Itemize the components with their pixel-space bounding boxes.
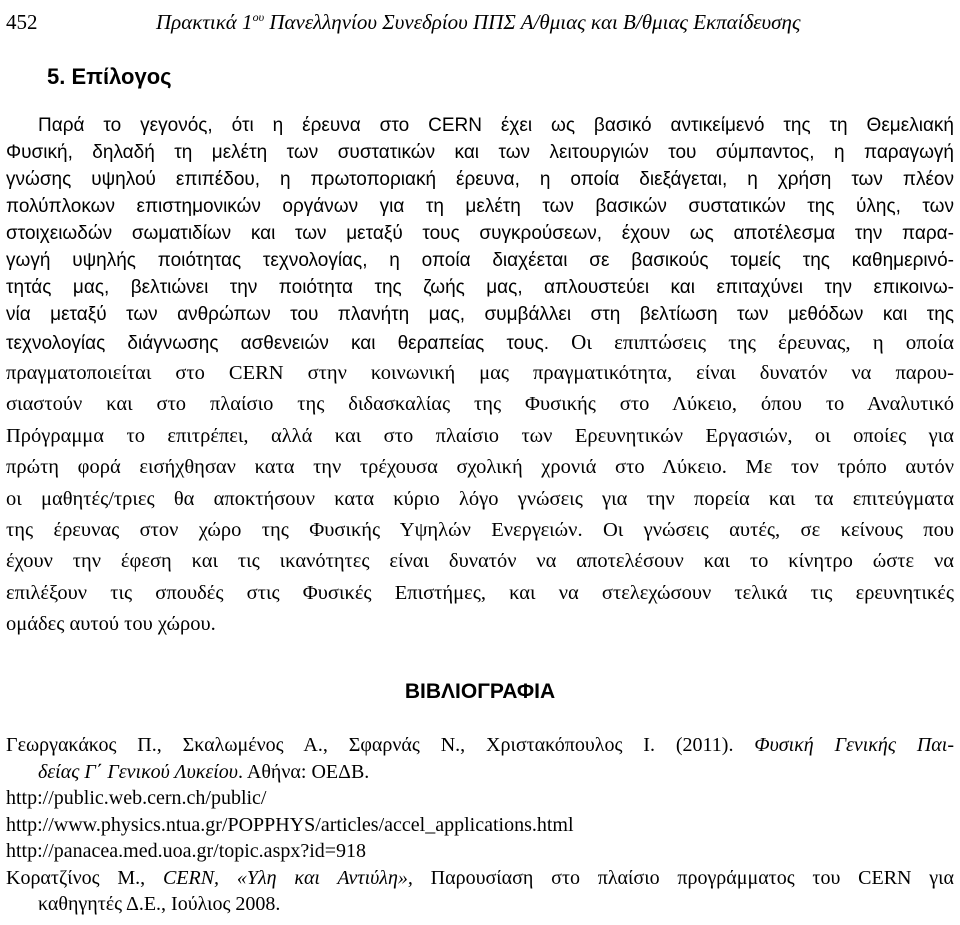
- reference-continuation: καθηγητές Δ.Ε., Ιούλιος 2008.: [38, 893, 281, 915]
- paragraph-line: Παρά το γεγονός, ότι η έρευνα στο CERN έχει ως βασικό αντικείμενό της τη Θεμελιακή: [38, 115, 954, 136]
- paragraph-line: γνώσης υψηλού επιπέδου, η πρωτοποριακή έρευνα, η οποία διεξάγεται, η χρήση των πλέον: [6, 169, 954, 190]
- reference-url[interactable]: [6, 838, 954, 865]
- header-title-superscript: ου: [252, 10, 265, 24]
- paragraph-line: Πρόγραμμα το επιτρέπει, αλλά και στο πλαίσιο των Ερευνητικών Εργασιών, οι οποίες για: [6, 424, 954, 447]
- reference-url[interactable]: [6, 785, 954, 812]
- reference-title-continuation: δείας Γ΄ Γενικού Λυκείου: [38, 760, 238, 783]
- body-paragraph: [6, 112, 954, 641]
- reference-entry: [6, 865, 954, 918]
- reference-line: [6, 865, 954, 892]
- reference-entry: [6, 732, 954, 785]
- paragraph-line: γωγή υψηλής ποιότητας τεχνολογίας, η οποία διαχέεται σε βασικούς τομείς της καθημερινό-: [6, 250, 954, 271]
- bibliography-heading: ΒΙΒΛΙΟΓΡΑΦΙΑ: [404, 680, 556, 703]
- reference-title: Φυσική Γενικής Παι-: [754, 734, 954, 756]
- paragraph-line: επιλέξουν τις σπουδές στις Φυσικές Επιστήμες, και να στελεχώσουν τελικά τις ερευνητικές: [6, 581, 954, 604]
- section-heading: 5. Επίλογος: [47, 64, 172, 89]
- running-header-title: [156, 10, 800, 34]
- paragraph-last-line: ομάδες αυτού του χώρου.: [6, 613, 216, 636]
- reference-title: CERN, «Υλη και Αντιύλη»,: [162, 866, 413, 889]
- paragraph-line-serif-part: Οι επιπτώσεις της έρευνας, η οποία: [549, 330, 955, 354]
- url-link[interactable]: http://public.web.cern.ch/public/: [6, 787, 267, 809]
- paragraph-line: [6, 328, 954, 358]
- reference-publisher: . Αθήνα: ΟΕΔΒ.: [237, 760, 370, 783]
- paragraph-line: της έρευνας στον χώρο της Φυσικής Υψηλών Ενεργειών. Οι γνώσεις αυτές, σε κείνους που: [6, 519, 954, 542]
- bibliography-list: [6, 732, 954, 918]
- url-link[interactable]: http://www.physics.ntua.gr/POPPHYS/articles/accel_applications.html: [6, 813, 574, 836]
- reference-continuation: [6, 759, 954, 786]
- url-link[interactable]: http://panacea.med.uoa.gr/topic.aspx?id=918: [6, 840, 367, 862]
- paragraph-line: νία μεταξύ των ανθρώπων του πλανήτη μας, συμβάλλει στη βελτίωση των μεθόδων και της: [6, 304, 954, 325]
- reference-author: Κορατζίνος Μ.,: [6, 866, 163, 889]
- paragraph-line: πραγματοποιείται στο CERN στην κοινωνική μας πραγματικότητα, είναι δυνατόν να παρου-: [6, 362, 954, 384]
- paragraph-line: έχουν την έφεση και τις ικανότητες είναι δυνατόν να αποτελέσουν και το κίνητρο ώστε να: [6, 550, 954, 573]
- header-title-suffix: Πανελληνίου Συνεδρίου ΠΠΣ Α/θμιας και Β/θμιας Εκπαίδευσης: [264, 10, 801, 34]
- reference-line: [6, 732, 954, 759]
- paragraph-line-sans-part: τεχνολογίας διάγνωσης ασθενειών και θεραπείας τους.: [6, 333, 550, 354]
- paragraph-line: Φυσική, δηλαδή τη μελέτη των συστατικών και των λειτουργιών του σύμπαντος, η παραγωγή: [6, 142, 954, 163]
- reference-authors: Γεωργακάκος Π., Σκαλωμένος Α., Σφαρνάς Ν., Χριστακόπουλος Ι. (2011).: [6, 734, 755, 756]
- paragraph-line: οι μαθητές/τριες θα αποκτήσουν κατα κύριο λόγο γνώσεις για την πορεία και τα επιτεύγματα: [6, 487, 954, 510]
- header-title-prefix: Πρακτικά 1: [156, 10, 253, 34]
- reference-url[interactable]: [6, 812, 954, 839]
- running-header: [6, 4, 954, 35]
- paragraph-line: πρώτη φορά εισήχθησαν κατα την τρέχουσα σχολική χρονιά στο Λύκειο. Με τον τρόπο αυτόν: [6, 456, 954, 479]
- paragraph-line: τητάς μας, βελτιώνει την ποιότητα της ζωής μας, απλουστεύει και επιταχύνει την επικοινω-: [6, 277, 954, 298]
- paragraph-line: στοιχειωδών σωματιδίων και των μεταξύ τους συγκρούσεων, έχουν ως αποτέλεσμα την παρα-: [6, 223, 954, 244]
- reference-details: Παρουσίαση στο πλαίσιο προγράμματος του CERN για: [412, 866, 954, 889]
- page-number: 452: [6, 10, 38, 34]
- paragraph-line: σιαστούν και στο πλαίσιο της διδασκαλίας της Φυσικής στο Λύκειο, όπου το Αναλυτικό: [6, 393, 954, 416]
- paragraph-line: πολύπλοκων επιστημονικών οργάνων για τη μελέτη των βασικών συστατικών της ύλης, των: [6, 196, 954, 217]
